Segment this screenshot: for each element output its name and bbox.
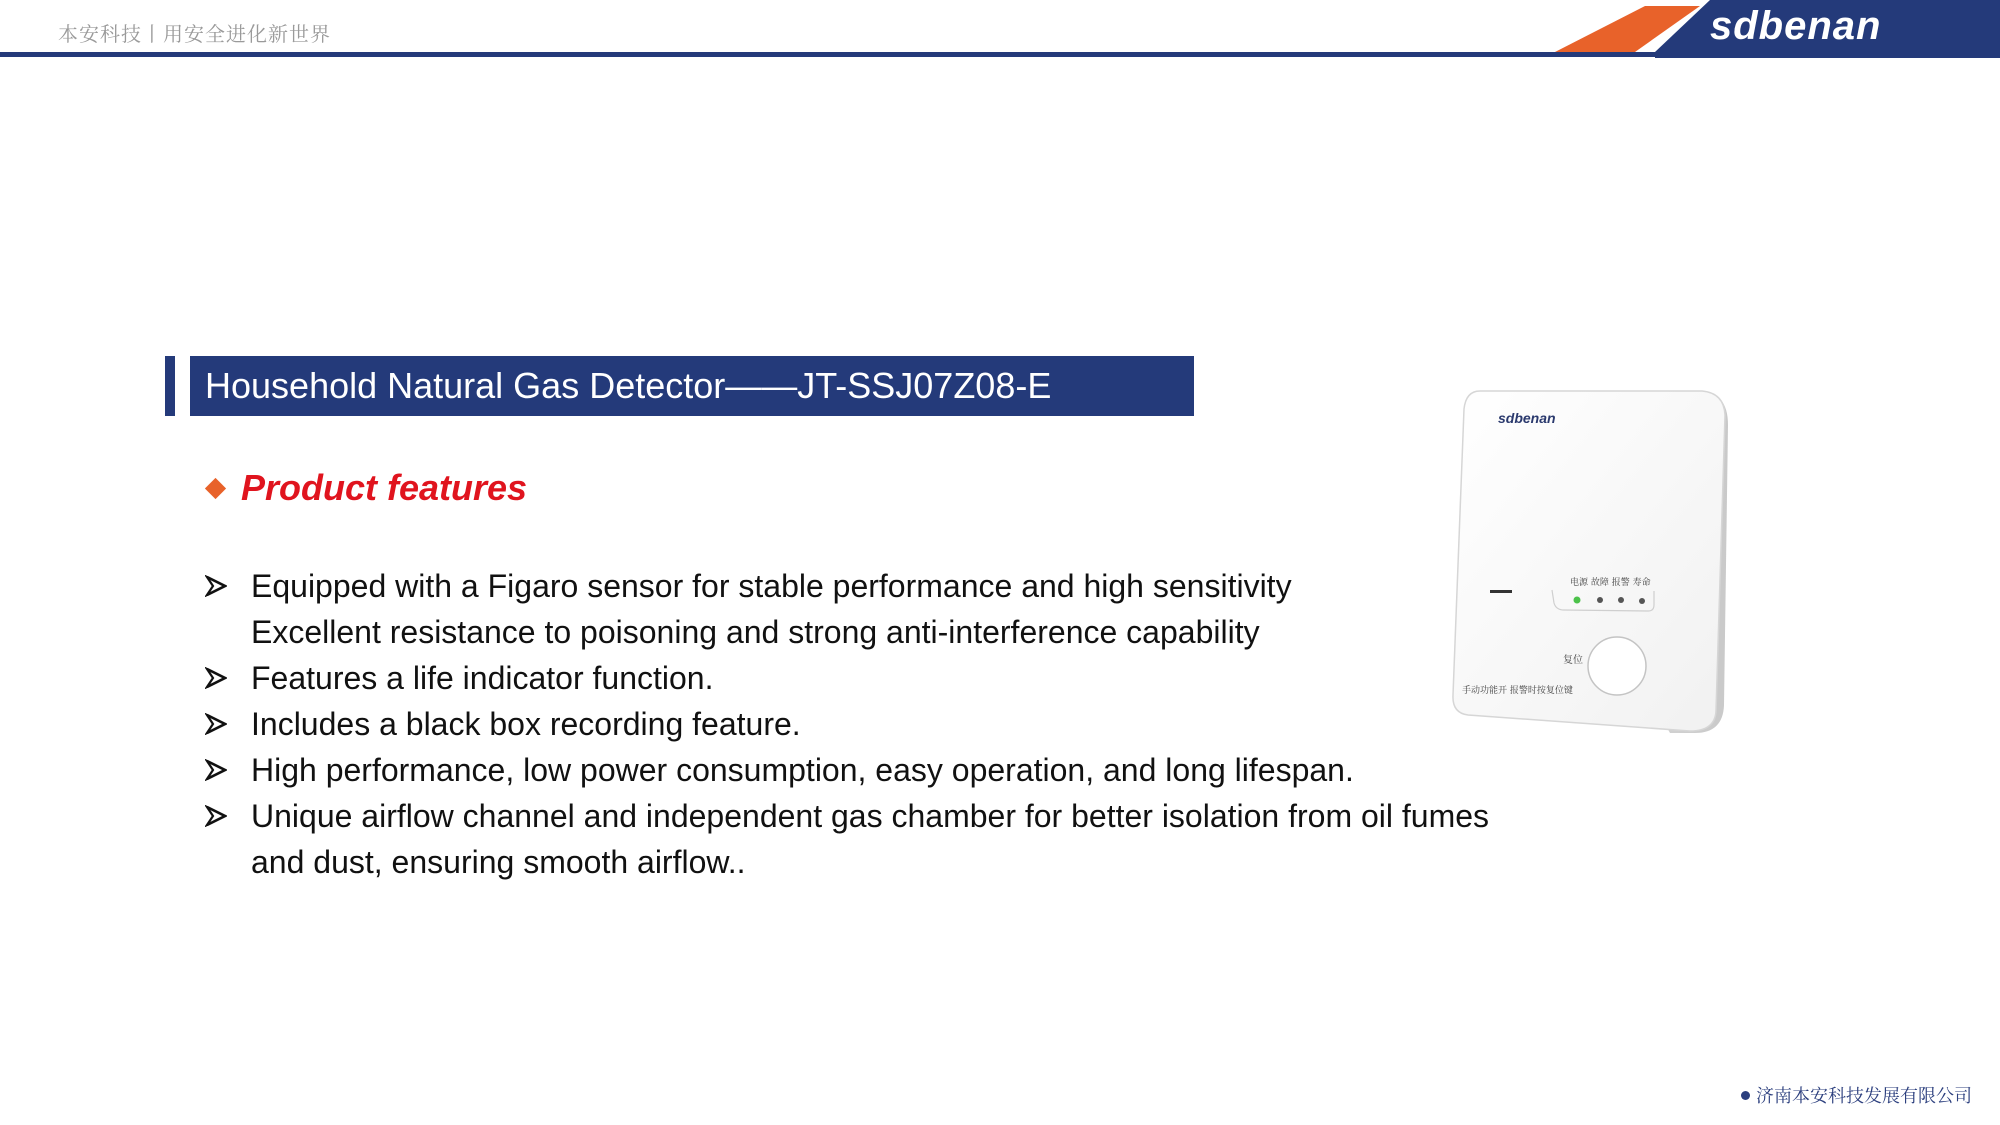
feature-text: Includes a black box recording feature. <box>251 706 801 742</box>
arrow-bullet-icon <box>205 759 227 781</box>
list-item <box>205 793 1585 839</box>
feature-list <box>205 563 1585 885</box>
list-item <box>205 609 1585 655</box>
arrow-bullet-icon <box>205 805 227 827</box>
arrow-bullet-icon <box>205 575 227 597</box>
device-brand: sdbenan <box>1498 410 1556 426</box>
page-title: Household Natural Gas Detector——JT-SSJ07Z08-E <box>190 356 1194 416</box>
title-accent <box>165 356 175 416</box>
reset-knob <box>1588 637 1646 695</box>
feature-text: High performance, low power consumption, easy operation, and long lifespan. <box>251 752 1354 788</box>
feature-text: Features a life indicator function. <box>251 660 714 696</box>
reset-label: 复位 <box>1563 655 1583 666</box>
footer-company <box>1741 1082 1972 1108</box>
list-item <box>205 839 1585 885</box>
brand-logo: sdbenan <box>1710 4 1882 48</box>
power-led <box>1574 597 1581 604</box>
arrow-bullet-icon <box>205 667 227 689</box>
footer-company-text: 济南本安科技发展有限公司 <box>1756 1086 1972 1107</box>
header-divider <box>0 52 2000 57</box>
section-heading-text: Product features <box>241 467 528 508</box>
feature-text: and dust, ensuring smooth airflow.. <box>251 844 746 880</box>
panel-labels: 电源 故障 报警 寿命 <box>1570 578 1651 588</box>
feature-text: Equipped with a Figaro sensor for stable performance and high sensitivity <box>251 568 1292 604</box>
feature-text: Excellent resistance to poisoning and strong anti-interference capability <box>251 614 1260 650</box>
header-tagline: 本安科技丨用安全进化新世界 <box>58 22 331 46</box>
arrow-bullet-icon <box>205 713 227 735</box>
list-item <box>205 701 1585 747</box>
feature-text: Unique airflow channel and independent gas chamber for better isolation from oil fumes <box>251 798 1490 834</box>
list-item <box>205 655 1585 701</box>
section-heading <box>205 467 527 509</box>
list-item <box>205 563 1585 609</box>
diamond-icon <box>205 478 226 499</box>
product-image <box>1440 385 1740 745</box>
bottom-label: 手动功能开 报警时按复位键 <box>1462 686 1573 696</box>
list-item <box>205 747 1585 793</box>
dot-icon <box>1741 1091 1750 1100</box>
